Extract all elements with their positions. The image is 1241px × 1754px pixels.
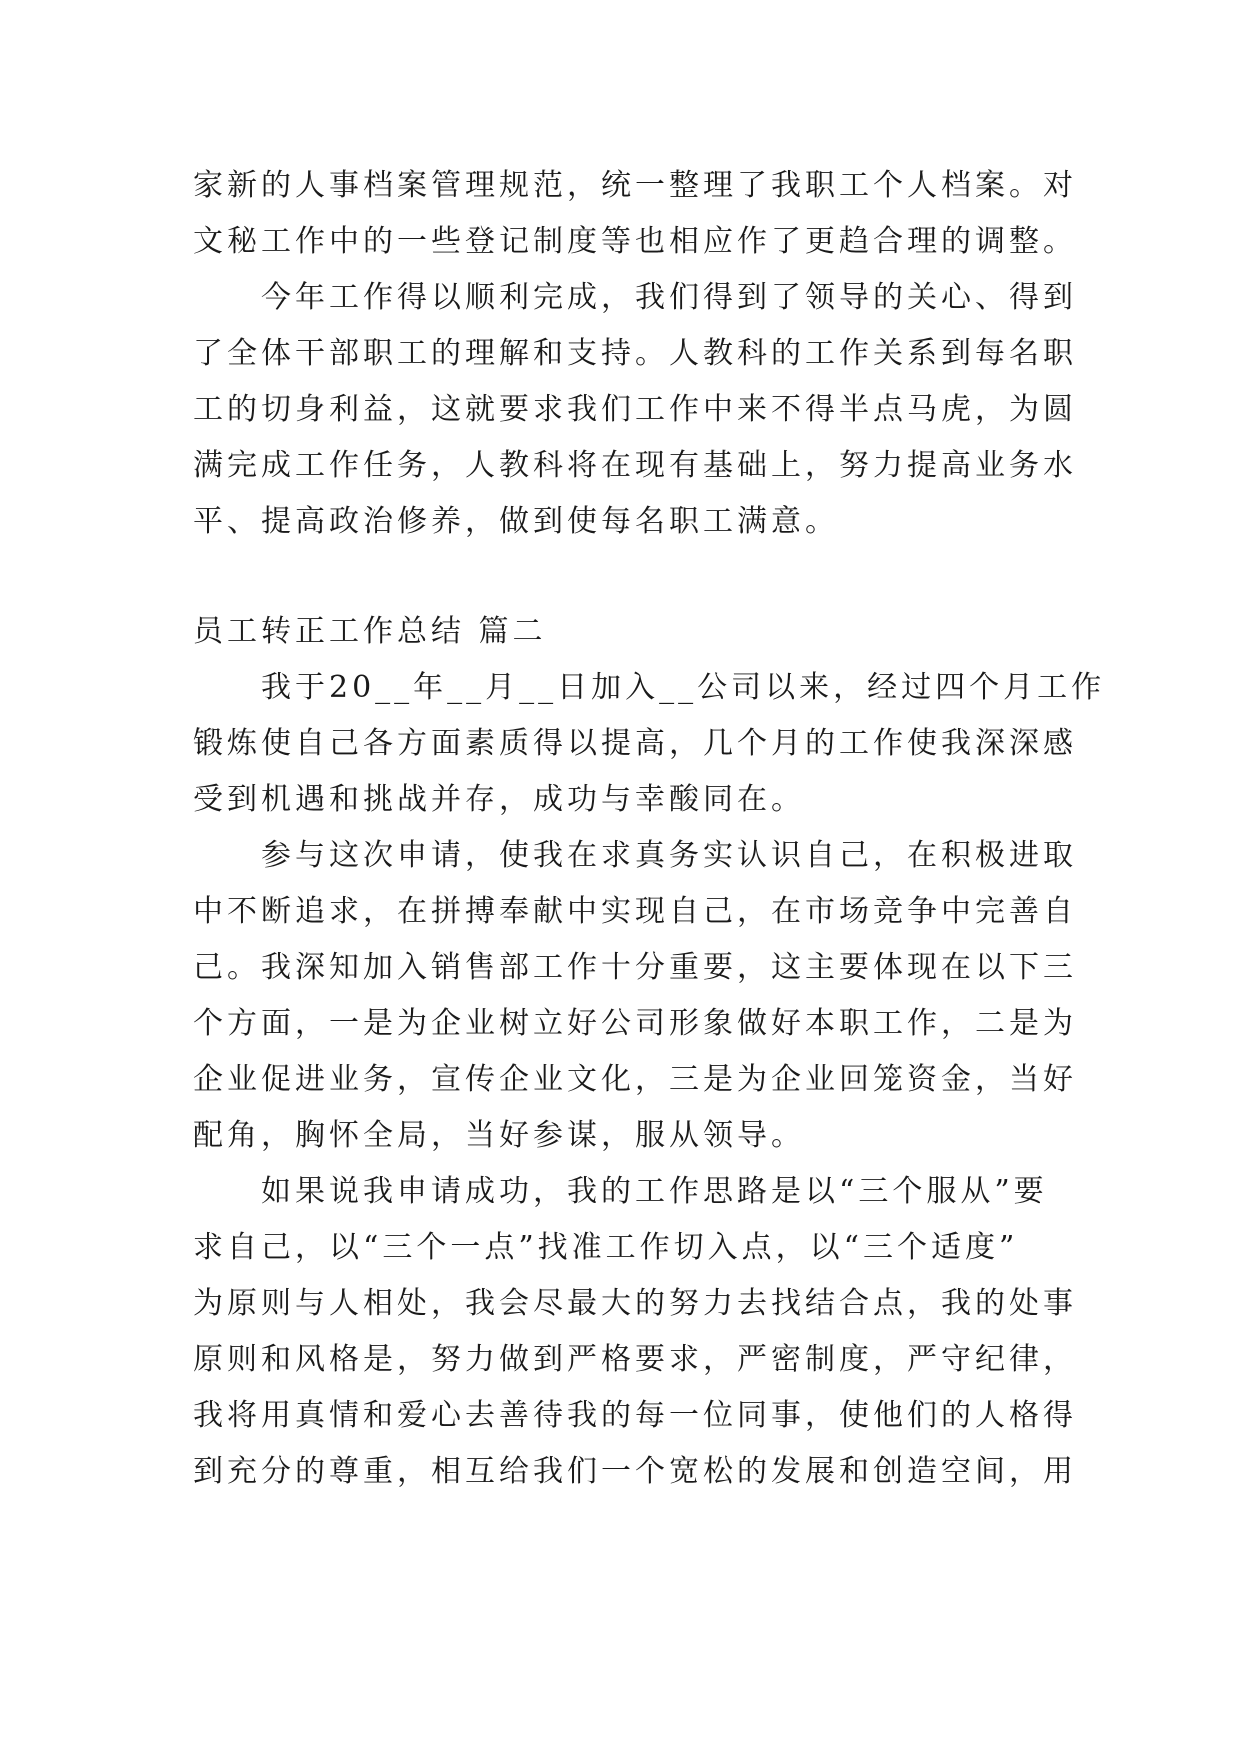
text-line: 个方面，一是为企业树立好公司形象做好本职工作，二是为: [193, 1006, 1077, 1041]
text-line: 锻炼使自己各方面素质得以提高，几个月的工作使我深深感: [193, 726, 1077, 761]
text-line: 为原则与人相处，我会尽最大的努力去找结合点，我的处事: [193, 1286, 1077, 1321]
paragraph-3: [193, 660, 1106, 828]
text-line: 企业促进业务，宣传企业文化，三是为企业回笼资金，当好: [193, 1062, 1077, 1097]
text-line: 到充分的尊重，相互给我们一个宽松的发展和创造空间，用: [193, 1454, 1077, 1489]
text-line: 工的切身利益，这就要求我们工作中来不得半点马虎，为圆: [193, 392, 1077, 427]
section-spacer: [193, 550, 1073, 604]
document-body: [193, 158, 1106, 1500]
section-heading: 员工转正工作总结 篇二: [193, 614, 547, 649]
text-line: 受到机遇和挑战并存，成功与幸酸同在。: [193, 782, 805, 817]
text-line: 今年工作得以顺利完成，我们得到了领导的关心、得到: [261, 280, 1077, 315]
text-line: 参与这次申请，使我在求真务实认识自己，在积极进取: [261, 838, 1077, 873]
text-line: 原则和风格是，努力做到严格要求，严密制度，严守纪律，: [193, 1342, 1077, 1377]
paragraph-2: [193, 270, 1077, 550]
text-line: 如果说我申请成功，我的工作思路是以“三个服从”要: [261, 1174, 1048, 1209]
text-line: 求自己，以“三个一点”找准工作切入点，以“三个适度”: [193, 1230, 1019, 1265]
paragraph-5: [193, 1164, 1077, 1500]
text-line: 平、提高政治修养，做到使每名职工满意。: [193, 504, 839, 539]
text-line: 己。我深知加入销售部工作十分重要，这主要体现在以下三: [193, 950, 1077, 985]
text-line: 中不断追求，在拼搏奉献中实现自己，在市场竞争中完善自: [193, 894, 1077, 929]
text-line: 了全体干部职工的理解和支持。人教科的工作关系到每名职: [193, 336, 1077, 371]
text-line: 我将用真情和爱心去善待我的每一位同事，使他们的人格得: [193, 1398, 1077, 1433]
text-line: 文秘工作中的一些登记制度等也相应作了更趋合理的调整。: [193, 224, 1077, 259]
text-line: 配角，胸怀全局，当好参谋，服从领导。: [193, 1118, 805, 1153]
text-line: 我于20__年__月__日加入__公司以来，经过四个月工作: [261, 670, 1106, 705]
text-line: 家新的人事档案管理规范，统一整理了我职工个人档案。对: [193, 168, 1077, 203]
paragraph-4: [193, 828, 1077, 1164]
text-line: 满完成工作任务，人教科将在现有基础上，努力提高业务水: [193, 448, 1077, 483]
paragraph-1: [193, 158, 1077, 270]
